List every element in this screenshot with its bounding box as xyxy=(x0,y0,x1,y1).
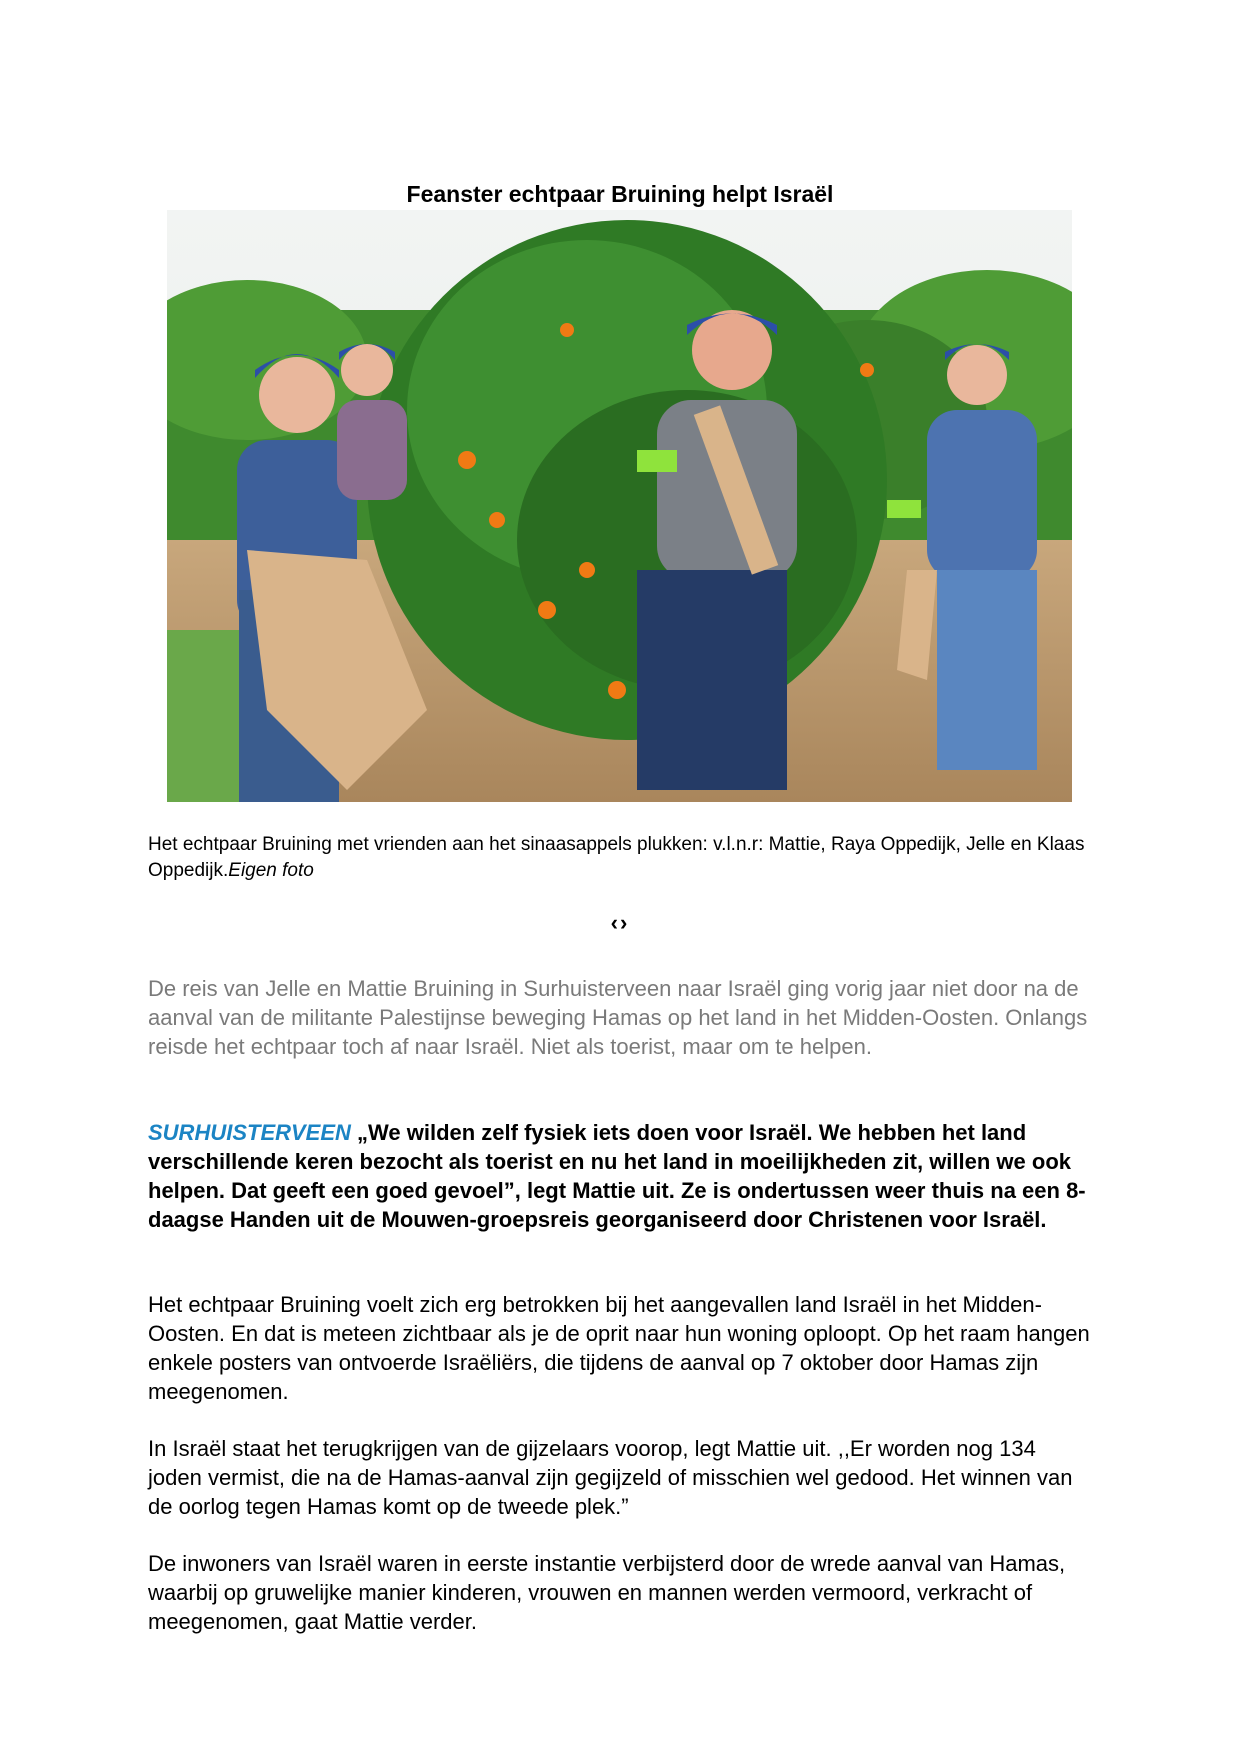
photo-credit: Eigen foto xyxy=(228,860,314,881)
dateline: SURHUISTERVEEN xyxy=(148,1120,351,1145)
caption-text: Het echtpaar Bruining met vrienden aan het sinaasappels plukken: v.l.n.r: Mattie, Raya Oppedijk, Jelle en Klaas Oppedijk. xyxy=(148,834,1085,881)
photo-caption xyxy=(148,832,1098,884)
article-intro xyxy=(148,1118,1093,1234)
article-paragraph: De inwoners van Israël waren in eerste instantie verbijsterd door de wrede aanval van Hamas, waarbij op gruwelijke manier kinderen, vrouwen en mannen werden vermoord, verkracht of meegenomen, gaat Mattie verder. xyxy=(148,1551,1066,1634)
article-lead: De reis van Jelle en Mattie Bruining in Surhuisterveen naar Israël ging vorig jaar niet door na de aanval van de militante Palestijnse beweging Hamas op het land in het Midden-Oosten. Onlangs reisde het echtpaar toch af naar Israël. Niet als toerist, maar om te helpen. xyxy=(148,976,1088,1059)
previous-arrow-icon[interactable]: ‹ xyxy=(610,910,620,935)
article-photo xyxy=(167,210,1072,802)
article-paragraph: In Israël staat het terugkrijgen van de gijzelaars voorop, legt Mattie uit. ,,Er worden nog 134 joden vermist, die na de Hamas-aanval zijn gegijzeld of misschien wel gedood. Het winnen van de oorlog tegen Hamas komt op de tweede plek.” xyxy=(148,1436,1073,1519)
gallery-nav xyxy=(0,910,1240,936)
next-arrow-icon[interactable]: › xyxy=(620,910,630,935)
article-paragraph: Het echtpaar Bruining voelt zich erg betrokken bij het aangevallen land Israël in het Midden-Oosten. En dat is meteen zichtbaar als je de oprit naar hun woning oploopt. Op het raam hangen enkele posters van ontvoerde Israëliërs, die tijdens de aanval op 7 oktober door Hamas zijn meegenomen. xyxy=(148,1292,1090,1404)
intro-text: „We wilden zelf fysiek iets doen voor Israël. We hebben het land verschillende keren bezocht als toerist en nu het land in moeilijkheden zit, willen we ook helpen. Dat geeft een goed gevoel”, legt Mattie uit. Ze is ondertussen weer thuis na een 8-daagse Handen uit de Mouwen-groepsreis georganiseerd door Christenen voor Israël. xyxy=(148,1120,1086,1232)
article-headline: Feanster echtpaar Bruining helpt Israël xyxy=(406,181,834,207)
